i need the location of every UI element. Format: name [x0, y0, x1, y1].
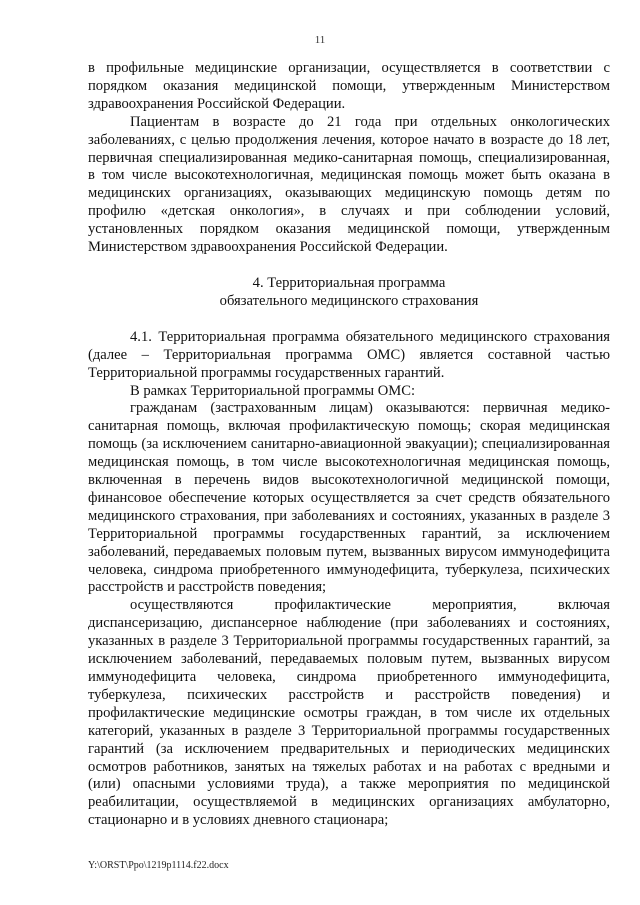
paragraph-oncology: Пациентам в возрасте до 21 года при отдельных онкологических заболеваниях, с целью продолжения лечения, которое начато в возрасте до 18 лет, первичная специализированная медико-санитарная помощь, специализированная, в том числе высокотехнологичная, медицинская помощь может быть оказана в медицинских организациях, оказывающих медицинскую помощь детям по профилю «детская онкология», в случаях и при соблюдении условий, установленных порядком оказания медицинской помощи, утвержденным Министерством здравоохранения Российской Федерации. [88, 113, 610, 256]
file-path-footer: Y:\ORST\Ppo\1219p1114.f22.docx [88, 860, 229, 871]
section-heading-line2: обязательного медицинского страхования [219, 292, 479, 309]
document-body [88, 60, 610, 830]
paragraph-4-1: 4.1. Территориальная программа обязательного медицинского страхования (далее – Территориальная программа ОМС) является составной частью Территориальной программы государственных гарантий. [88, 328, 610, 381]
section-heading [88, 275, 610, 311]
paragraph-preventive-measures: осуществляются профилактические мероприятия, включая диспансеризацию, диспансерное наблюдение (при заболеваниях и состояниях, указанных в разделе 3 Территориальной программы государственных гарантий, за исключением заболеваний, передаваемых половым путем, вызванных вирусом иммунодефицита человека, синдрома приобретенного иммунодефицита, туберкулеза, психических расстройств и расстройств поведения) и профилактические медицинские осмотры граждан, в том числе их отдельных категорий, указанных в разделе 3 Территориальной программы государственных гарантий (за исключением предварительных и периодических медицинских осмотров работников, занятых на тяжелых работах и на работах с вредными и (или) опасными условиями труда), а также мероприятия по медицинской реабилитации, осуществляемой в медицинских организациях амбулаторно, стационарно и в условиях дневного стационара; [88, 597, 610, 829]
paragraph-citizens-care: гражданам (застрахованным лицам) оказываются: первичная медико-санитарная помощь, включая профилактическую помощь; скорая медицинская помощь (за исключением санитарно-авиационной эвакуации); специализированная медицинская помощь, в том числе высокотехнологичная медицинская помощь, включенная в перечень видов высокотехнологичной медицинской помощи, финансовое обеспечение которых осуществляется за счет средств обязательного медицинского страхования, при заболеваниях и состояниях, указанных в разделе 3 Территориальной программы государственных гарантий, за исключением заболеваний, передаваемых половым путем, вызванных вирусом иммунодефицита человека, синдрома приобретенного иммунодефицита, туберкулеза, психических расстройств и расстройств поведения; [88, 400, 610, 596]
paragraph-continuation: в профильные медицинские организации, осуществляется в соответствии с порядком оказания медицинской помощи, утвержденным Министерством здравоохранения Российской Федерации. [88, 60, 610, 112]
paragraph-oms-intro: В рамках Территориальной программы ОМС: [130, 382, 416, 399]
page-number: 11 [314, 34, 326, 46]
section-heading-line1: 4. Территориальная программа [252, 274, 446, 291]
